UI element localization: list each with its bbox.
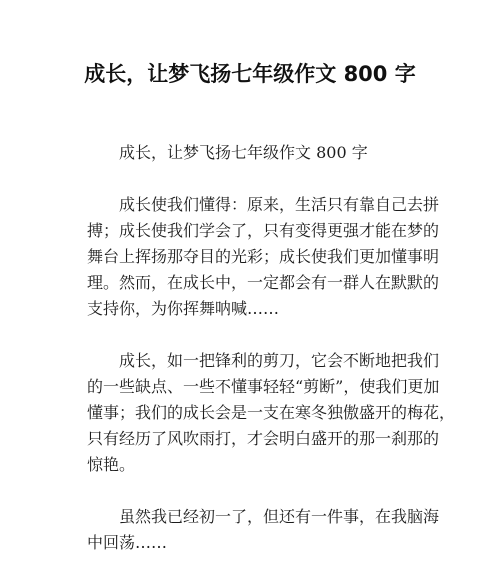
paragraph-line: 舞台上挥扬那夺目的光彩；成长使我们更加懂事明	[87, 247, 440, 266]
subtitle-line: 成长，让梦飞扬七年级作文 800 字	[119, 143, 368, 162]
paragraph-line: 支持你，为你挥舞呐喊……	[87, 299, 280, 318]
paragraph-1	[87, 192, 440, 322]
paragraph-line: 成长使我们懂得：原来，生活只有靠自己去拼	[119, 195, 440, 214]
paragraph-line: 成长，如一把锋利的剪刀，它会不断地把我们	[119, 351, 440, 370]
document-body	[87, 140, 456, 582]
paragraph-line: 懂事；我们的成长会是一支在寒冬独傲盛开的梅花，	[87, 403, 456, 422]
document-title: 成长，让梦飞扬七年级作文 800 字	[84, 62, 416, 86]
paragraph-line: 中回荡……	[87, 533, 168, 552]
paragraph-line: 搏；成长使我们学会了，只有变得更强才能在梦的	[87, 221, 440, 240]
paragraph-3	[87, 504, 440, 556]
subtitle-paragraph	[87, 140, 422, 166]
paragraph-line: 虽然我已经初一了，但还有一件事，在我脑海	[119, 507, 440, 526]
paragraph-line: 的一些缺点、一些不懂事轻轻“剪断”，使我们更加	[87, 377, 440, 396]
paragraph-2	[87, 348, 456, 478]
paragraph-line: 只有经历了风吹雨打，才会明白盛开的那一刹那的	[87, 429, 440, 448]
paragraph-line: 理。然而，在成长中，一定都会有一群人在默默的	[87, 273, 440, 292]
paragraph-line: 惊艳。	[87, 455, 136, 474]
